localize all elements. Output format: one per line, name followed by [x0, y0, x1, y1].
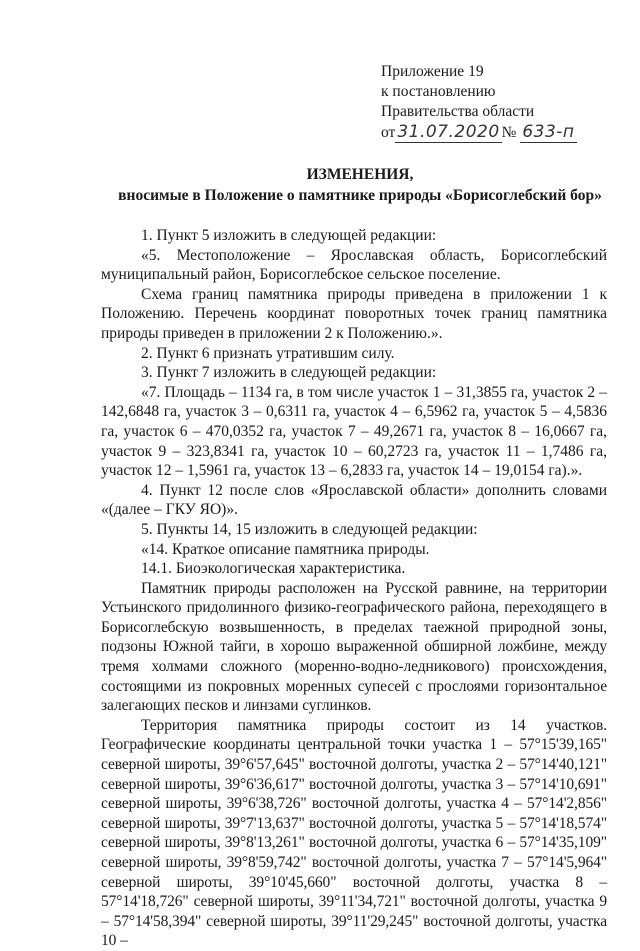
paragraph: «7. Площадь – 1134 га, в том числе участок 1 – 31,3855 га, участок 2 – 142,6848 га, участок 3 – 0,6311 га, участок 4 – 6,5962 га, участок 5 – 4,5836 га, участок 6 – 470,0352 га, участок 7 – 49,2671 га, участок 8 – 16,0667 га, участок 9 – 323,8341 га, участок 10 – 60,2723 га, участок 11 – 1,7486 га, участок 12 – 1,5961 га, участок 13 – 6,2833 га, участок 14 – 19,0154 га).». [101, 383, 607, 480]
paragraph: 2. Пункт 6 признать утратившим силу. [141, 344, 395, 362]
appendix-to-resolution: к постановлению [381, 83, 496, 100]
paragraph: 1. Пункт 5 изложить в следующей редакции: [141, 227, 437, 244]
paragraph: 5. Пункты 14, 15 изложить в следующей редакции: [141, 520, 478, 538]
paragraph: Памятник природы расположен на Русской равнине, на территории Устьинского придолинного физико-географического района, переходящего в Борисоглебскую возвышенность, в пределах таежной природной зоны, подзоны Южной тайги, в хорошо выраженной обширной ложбине, между тремя холмами сложного (моренно-водно-ледникового) происхождения, состоящими из покровных моренных супесей с прослоями горизонтальное залегающих песков и линзами суглинков. [101, 579, 607, 715]
handwritten-number: 633-п [522, 122, 575, 142]
paragraph: «14. Краткое описание памятника природы. [141, 540, 430, 558]
paragraph: «5. Местоположение – Ярославская область, Борисоглебский муниципальный район, Борисоглебское сельское поселение. [101, 246, 607, 284]
appendix-number: Приложение 19 [381, 63, 484, 80]
paragraph: 4. Пункт 12 после слов «Ярославской области» дополнить словами «(далее – ГКУ ЯО)». [101, 481, 607, 519]
paragraph: 3. Пункт 7 изложить в следующей редакции: [141, 364, 437, 382]
appendix-header [381, 62, 601, 143]
handwritten-date: 31.07.2020 [397, 122, 500, 142]
paragraph: 14.1. Биоэкологическая характеристика. [141, 560, 406, 578]
paragraph: Территория памятника природы состоит из 14 участков. Географические координаты центральной точки участка 1 – 57°15'39,165" северной широты, 39°6'57,645" восточной долготы, участка 2 – 57°14'40,121" северной широты, 39°6'36,617" восточной долготы, участка 3 – 57°14'10,691" северной широты, 39°6'38,726" восточной долготы, участка 4 – 57°14'2,856" северной широты, 39°7'13,637" восточной долготы, участка 5 – 57°14'18,574" северной широты, 39°8'13,261" восточной долготы, участка 6 – 57°14'35,109" северной широты, 39°8'59,742" восточной долготы, участка 7 – 57°14'5,964" северной широты, 39°10'45,660" восточной долготы, участка 8 – 57°14'18,726" северной широты, 39°11'34,721" восточной долготы, участка 9 – 57°14'58,394" северной широты, 39°11'29,245" восточной долготы, участка 10 – [101, 716, 607, 950]
document-title: ИЗМЕНЕНИЯ, [306, 166, 414, 183]
appendix-date-number [381, 122, 601, 143]
document-subtitle: вносимые в Положение о памятнике природы «Борисоглебский бор» [118, 187, 602, 204]
document-body [101, 226, 607, 951]
number-prefix: № [501, 124, 517, 141]
paragraph: Схема границ памятника природы приведена в приложении 1 к Положению. Перечень координат поворотных точек границ памятника природы приведен в приложении 2 к Положению.». [101, 285, 607, 342]
date-prefix: от [381, 124, 396, 141]
appendix-government: Правительства области [381, 103, 535, 120]
